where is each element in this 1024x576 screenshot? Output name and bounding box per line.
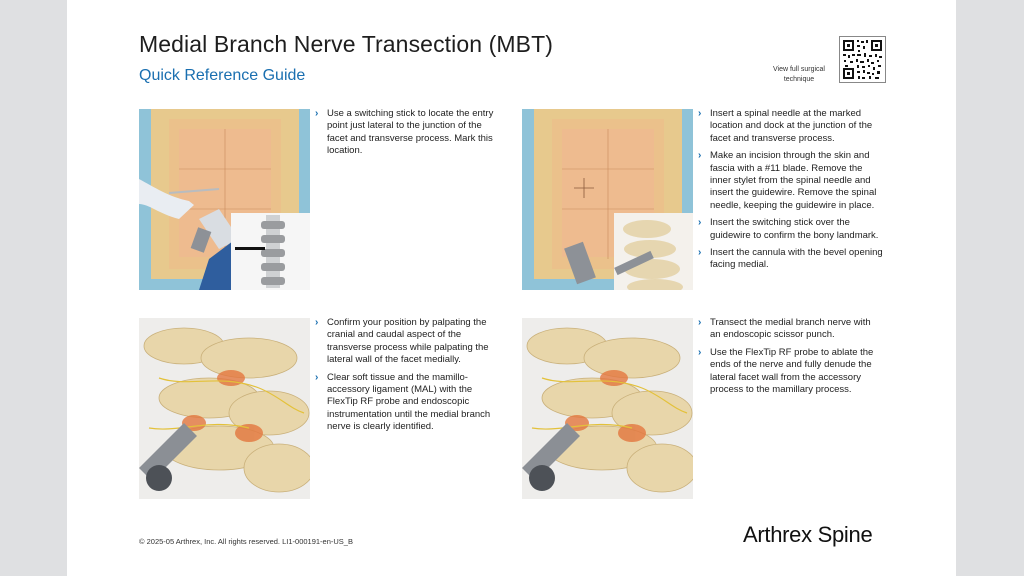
list-item — [315, 372, 500, 434]
chevron-right-icon: › — [315, 371, 319, 383]
step-text: Make an incision through the skin and fascia with a #11 blade. Remove the inner stylet from the spinal needle and insert the guidewire. Remove the spinal needle, keeping the guidewire in place. — [710, 150, 877, 211]
qr-code-icon[interactable] — [839, 36, 886, 83]
panel-1-steps — [315, 108, 500, 163]
chevron-right-icon: › — [698, 150, 702, 162]
list-item — [698, 317, 883, 342]
surgical-field-switching-stick-image — [139, 109, 310, 290]
list-item — [698, 108, 883, 145]
list-item — [698, 247, 883, 272]
chevron-right-icon: › — [315, 317, 319, 328]
step-text: Use the FlexTip RF probe to ablate the ends of the nerve and fully denude the lateral facet wall from the accessory process to the mamillary process. — [710, 346, 874, 396]
chevron-right-icon: › — [315, 108, 319, 119]
copyright-footer: © 2025-05 Arthrex, Inc. All rights reserved. LI1-000191-en-US_B — [139, 537, 353, 546]
chevron-right-icon: › — [698, 108, 702, 119]
step-text: Insert a spinal needle at the marked location and dock at the junction of the facet and transverse process. — [710, 108, 873, 144]
panel-2-steps — [698, 108, 883, 277]
page-subtitle: Quick Reference Guide — [139, 67, 306, 84]
step-text: Clear soft tissue and the mamillo-accessory ligament (MAL) with the FlexTip RF probe and endoscopic instrumentation until the medial branch nerve is clearly identified. — [327, 371, 491, 433]
panel-3-steps — [315, 317, 500, 439]
step-text: Transect the medial branch nerve with an endoscopic scissor punch. — [710, 317, 871, 341]
qr-label: View full surgical technique — [772, 66, 825, 83]
surgical-field-spinal-needle-image — [522, 109, 693, 290]
document-page — [67, 0, 956, 576]
list-item — [698, 347, 883, 397]
list-item — [698, 150, 883, 212]
chevron-right-icon: › — [698, 217, 702, 229]
spine-anatomy-probe-ablation-image — [522, 318, 693, 499]
chevron-right-icon: › — [698, 346, 702, 358]
list-item — [698, 217, 883, 242]
step-text: Insert the cannula with the bevel opening facing medial. — [710, 247, 883, 271]
list-item — [315, 317, 500, 367]
page-title: Medial Branch Nerve Transection (MBT) — [139, 31, 554, 57]
panel-4-steps — [698, 317, 883, 401]
brand-logo: Arthrex Spine — [743, 522, 873, 547]
step-text: Insert the switching stick over the guidewire to confirm the bony landmark. — [710, 217, 879, 241]
step-text: Use a switching stick to locate the entry point just lateral to the junction of the facet and transverse process. Mark this location. — [327, 108, 494, 157]
chevron-right-icon: › — [698, 317, 702, 328]
spine-anatomy-probe-image — [139, 318, 310, 499]
chevron-right-icon: › — [698, 247, 702, 259]
list-item — [315, 108, 500, 158]
step-text: Confirm your position by palpating the cranial and caudal aspect of the transverse process while palpating the lateral wall of the facet medially. — [327, 317, 489, 366]
